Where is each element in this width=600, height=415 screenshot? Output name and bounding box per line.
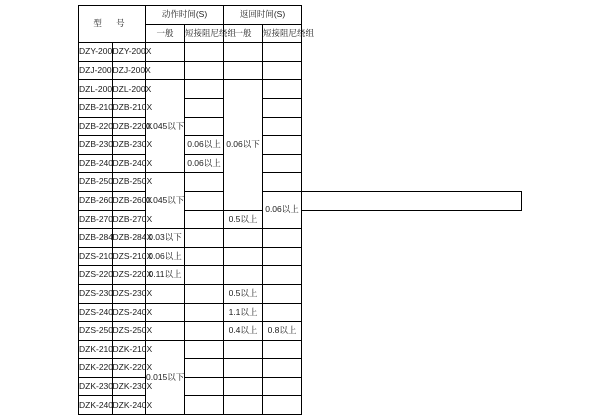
table-row [79,80,522,99]
cell-action-damped [185,284,224,303]
cell-model-b: DZB-250X [112,173,146,192]
cell-model-b: DZJ-200X [112,61,146,80]
table-row [79,61,522,80]
cell-model-b: DZS-230X [112,284,146,303]
cell-return-normal [224,61,263,80]
cell-action-damped [185,266,224,285]
cell-action-normal [146,61,185,80]
cell-action-normal: 0.03以下 [146,229,185,248]
cell-return-normal: 0.5以上 [224,284,263,303]
cell-return-damped [263,154,302,173]
cell-return-normal [224,266,263,285]
cell-return-damped [263,173,302,192]
cell-model-a: DZJ-200 [79,61,113,80]
relay-timing-table [78,5,522,415]
cell-model-b: DZB-210X [112,98,146,117]
table-row [79,173,522,192]
cell-return-damped [263,377,302,396]
cell-action-normal: 0.11以上 [146,266,185,285]
cell-action-normal: 0.045以下 [146,80,185,173]
cell-action-damped [185,340,224,359]
cell-return-damped [263,396,302,415]
cell-action-damped: 0.06以上 [185,154,224,173]
cell-return-damped [302,191,522,210]
cell-model-a: DZS-240 [79,303,113,322]
cell-model-b: DZK-220X [112,359,146,378]
cell-model-a: DZB-230 [79,136,113,155]
cell-return-normal: 0.4以上 [224,322,263,341]
cell-model-b: DZB-240X [112,154,146,173]
cell-action-damped [185,396,224,415]
table-row [79,359,522,378]
cell-return-normal [224,229,263,248]
cell-action-damped [185,173,224,192]
cell-model-b: DZB-284X [112,229,146,248]
table-row [79,154,522,173]
cell-action-damped [185,229,224,248]
cell-action-normal: 0.045以下 [146,173,185,229]
cell-model-a: DZB-284 [79,229,113,248]
cell-action-damped [185,247,224,266]
cell-return-damped [263,80,302,99]
cell-action-normal: 0.015以下 [146,340,185,414]
cell-model-a: DZB-240 [79,154,113,173]
cell-model-a: DZB-260 [79,191,113,210]
cell-return-damped: 0.8以上 [263,322,302,341]
header-return-normal: 一般 [224,24,263,43]
cell-model-a: DZL-200 [79,80,113,99]
cell-model-b: DZS-210X [112,247,146,266]
cell-action-damped [185,322,224,341]
cell-action-normal [146,43,185,62]
cell-action-damped [185,359,224,378]
table-header-row-subs [79,24,522,43]
cell-return-damped [263,136,302,155]
cell-model-b: DZB-260X [112,191,146,210]
table-header [79,6,522,43]
header-model: 型 号 [79,6,146,43]
table-row [79,266,522,285]
cell-model-a: DZK-240 [79,396,113,415]
table-row [79,284,522,303]
cell-action-damped [185,210,224,229]
cell-model-a: DZB-270 [79,210,113,229]
cell-action-damped: 0.06以上 [185,136,224,155]
cell-return-damped [263,266,302,285]
cell-model-b: DZB-230X [112,136,146,155]
cell-model-a: DZB-220 [79,117,113,136]
cell-action-damped [185,43,224,62]
table-row [79,191,522,210]
cell-model-b: DZS-220X [112,266,146,285]
cell-model-a: DZB-250 [79,173,113,192]
table-body [79,43,522,415]
table-row [79,322,522,341]
table-header-row-groups [79,6,522,25]
cell-model-a: DZS-230 [79,284,113,303]
cell-model-a: DZY-200 [79,43,113,62]
table-row [79,247,522,266]
table-row [79,396,522,415]
cell-return-normal: 1.1以上 [224,303,263,322]
cell-return-damped [263,247,302,266]
cell-model-b: DZS-250X [112,322,146,341]
header-return-time: 返回时间(S) [224,6,302,25]
cell-action-damped [185,191,224,210]
cell-model-a: DZS-210 [79,247,113,266]
cell-return-damped [263,359,302,378]
cell-model-b: DZS-240X [112,303,146,322]
cell-action-damped [185,117,224,136]
cell-action-damped [185,98,224,117]
cell-action-normal: 0.06以上 [146,247,185,266]
cell-model-a: DZK-230 [79,377,113,396]
cell-model-b: DZK-230X [112,377,146,396]
cell-return-normal [224,377,263,396]
cell-return-damped [263,43,302,62]
cell-return-normal [224,43,263,62]
cell-return-normal [224,396,263,415]
cell-action-damped [185,377,224,396]
table-row [79,136,522,155]
cell-model-b: DZL-200X [112,80,146,99]
cell-action-damped [185,80,224,99]
header-action-time: 动作时间(S) [146,6,224,25]
cell-model-b: DZB-270X [112,210,146,229]
cell-return-damped [263,117,302,136]
cell-model-a: DZS-220 [79,266,113,285]
cell-model-a: DZB-210 [79,98,113,117]
cell-return-normal: 0.06以上 [263,191,302,228]
cell-return-normal: 0.06以下 [224,80,263,210]
cell-return-damped: 0.5以上 [224,210,263,229]
table-row [79,43,522,62]
header-action-normal: 一般 [146,24,185,43]
cell-return-normal [224,247,263,266]
cell-return-damped [263,229,302,248]
cell-return-damped [263,340,302,359]
cell-model-b: DZY-200X [112,43,146,62]
cell-return-normal [224,340,263,359]
cell-return-damped [263,284,302,303]
header-return-damped: 短接阻尼绕组 [263,24,302,43]
table-row [79,377,522,396]
table-row [79,340,522,359]
cell-model-a: DZK-220 [79,359,113,378]
cell-return-damped [263,303,302,322]
cell-model-b: DZB-220X [112,117,146,136]
table-row [79,117,522,136]
cell-model-a: DZS-250 [79,322,113,341]
cell-return-damped [263,98,302,117]
table-row [79,303,522,322]
cell-action-damped [185,303,224,322]
table-row [79,98,522,117]
cell-model-b: DZK-210X [112,340,146,359]
cell-return-damped [263,61,302,80]
header-action-damped: 短接阻尼绕组 [185,24,224,43]
table-row [79,229,522,248]
cell-action-damped [185,61,224,80]
cell-model-a: DZK-210 [79,340,113,359]
cell-return-normal [224,359,263,378]
cell-model-b: DZK-240X [112,396,146,415]
